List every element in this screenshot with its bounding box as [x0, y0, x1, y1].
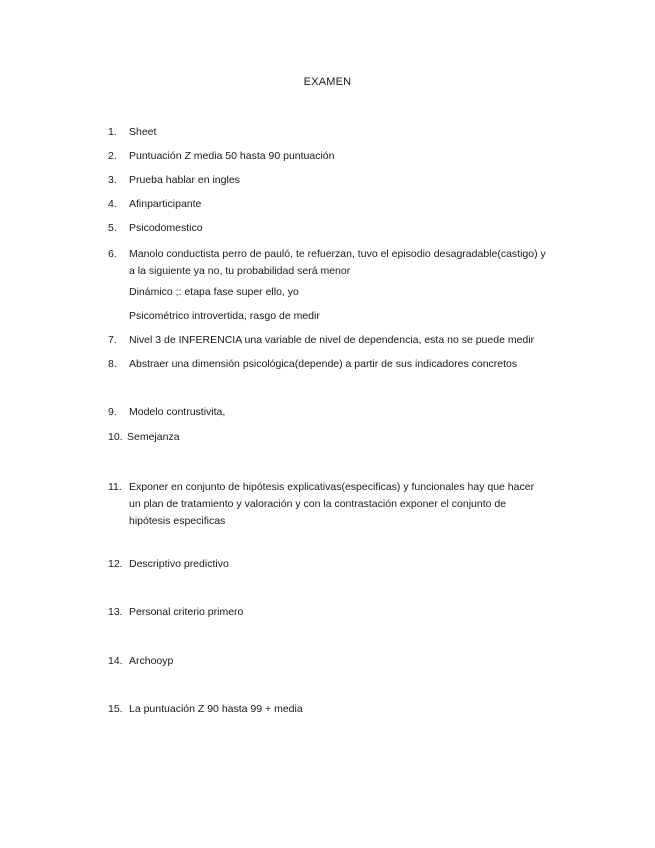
item-text-continuation: un plan de tratamiento y valoración y con la contrastación exponer el conjunto de — [129, 498, 507, 510]
list-item — [108, 606, 243, 618]
item-text: Descriptivo predictivo — [129, 558, 229, 570]
item-text: Afinparticipante — [129, 198, 202, 210]
item-text: Nivel 3 de INFERENCIA una variable de nivel de dependencia, esta no se puede medir — [129, 334, 535, 346]
item-text: La puntuación Z 90 hasta 99 + media — [129, 703, 303, 715]
note-line: Dinámico ;: etapa fase super ello, yo — [129, 286, 299, 298]
list-item — [108, 431, 180, 443]
item-text: Archooyp — [129, 655, 174, 667]
list-item — [108, 358, 517, 370]
list-item — [108, 198, 201, 210]
list-item — [108, 334, 534, 346]
list-item — [108, 479, 534, 530]
list-item — [108, 558, 229, 570]
item-number: 14. — [108, 655, 123, 667]
item-text: Personal criterio primero — [129, 606, 244, 618]
list-item — [108, 246, 546, 280]
item-number: 12. — [108, 558, 123, 570]
item-text-continuation: a la siguiente ya no, tu probabilidad será menor — [129, 265, 351, 277]
item-text: Sheet — [129, 126, 157, 138]
item-number: 7. — [108, 334, 117, 346]
list-item — [108, 174, 240, 186]
item-number: 6. — [108, 248, 117, 260]
item-number: 15. — [108, 703, 123, 715]
page-title: EXAMEN — [303, 76, 352, 88]
item-text: Modelo contrustivita, — [129, 406, 226, 418]
list-item — [108, 703, 303, 715]
list-item — [108, 406, 225, 418]
note-line: Psicométrico introvertida, rasgo de medir — [129, 310, 320, 322]
item-number: 3. — [108, 174, 117, 186]
list-item — [108, 222, 203, 234]
item-number: 1. — [108, 126, 117, 138]
item-text: Manolo conductista perro de pauló, te refuerzan, tuvo el episodio desagradable(castigo) y — [129, 248, 546, 260]
list-item — [108, 150, 334, 162]
item-text: Semejanza — [127, 431, 180, 443]
item-text-continuation: hipótesis especificas — [129, 515, 226, 527]
item-number: 13. — [108, 606, 123, 618]
item-number: 10. — [108, 431, 123, 443]
list-item — [108, 655, 173, 667]
item-number: 4. — [108, 198, 117, 210]
item-number: 8. — [108, 358, 117, 370]
item-number: 11. — [108, 481, 122, 493]
list-item — [108, 126, 156, 138]
item-number: 5. — [108, 222, 117, 234]
item-text: Prueba hablar en ingles — [129, 174, 240, 186]
item-text: Puntuación Z media 50 hasta 90 puntuación — [129, 150, 335, 162]
item-text: Abstraer una dimensión psicológica(depende) a partir de sus indicadores concretos — [129, 358, 518, 370]
item-number: 2. — [108, 150, 117, 162]
item-text: Psicodomestico — [129, 222, 203, 234]
item-number: 9. — [108, 406, 117, 418]
item-text: Exponer en conjunto de hipótesis explicativas(especificas) y funcionales hay que hacer — [129, 481, 535, 493]
